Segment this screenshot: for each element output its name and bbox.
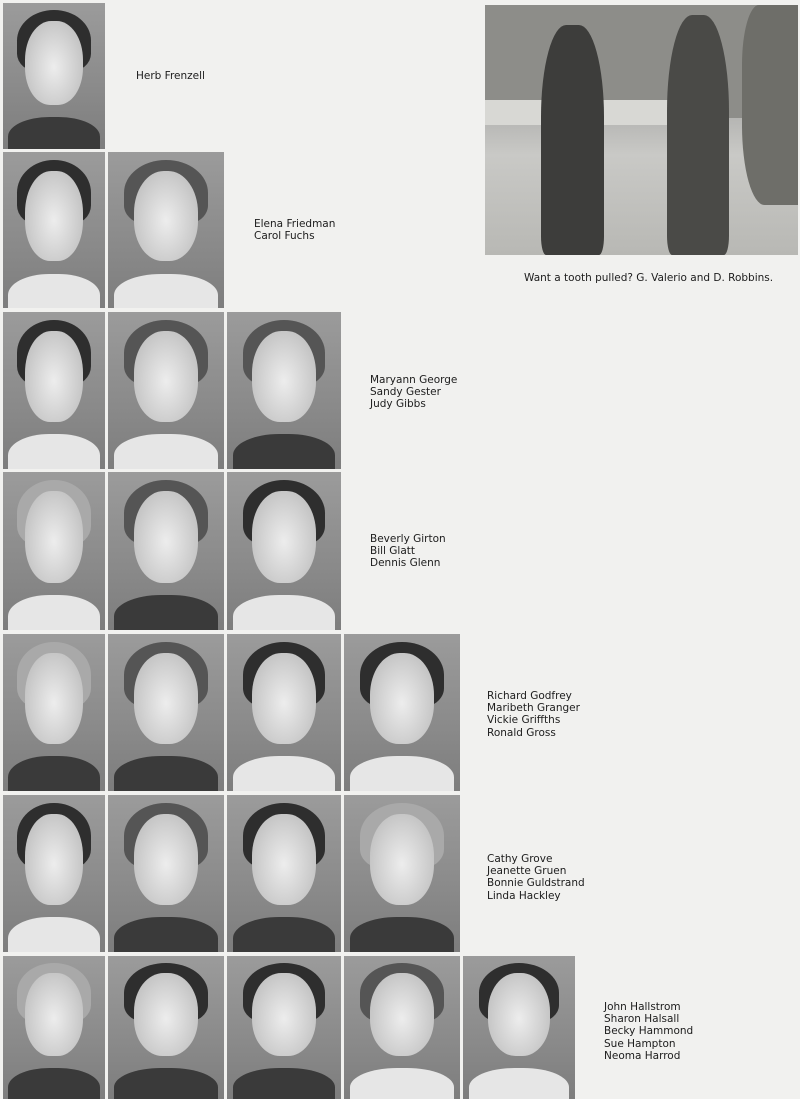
portrait-shoulders (233, 595, 336, 630)
student-name: Sue Hampton (604, 1037, 676, 1050)
portrait-face (252, 491, 316, 583)
portrait-face (25, 491, 82, 583)
portrait-face (370, 814, 435, 905)
candid-person-left (541, 25, 604, 255)
portrait-shoulders (469, 1068, 570, 1099)
student-name: Beverly Girton (370, 533, 446, 545)
name-group-3 (370, 374, 457, 411)
student-name: Cathy Grove (487, 853, 553, 865)
portrait-shoulders (350, 1068, 454, 1099)
portrait-face (134, 653, 199, 744)
portrait-shoulders (8, 917, 100, 952)
portrait-shoulders (233, 756, 336, 791)
candid-caption: Want a tooth pulled? G. Valerio and D. Robbins. (524, 272, 774, 284)
student-name: Richard Godfrey (487, 690, 572, 702)
portrait-face (252, 814, 316, 905)
portrait-shoulders (114, 756, 218, 791)
portrait-face (252, 653, 316, 744)
student-name: Bonnie Guldstrand (487, 877, 585, 890)
student-name: Maribeth Granger (487, 702, 580, 715)
student-name: Maryann George (370, 374, 458, 386)
student-name: Carol Fuchs (254, 230, 315, 243)
portrait-sharon-halsall (108, 956, 224, 1099)
portrait-dennis-glenn (227, 472, 341, 630)
name-group-5 (487, 690, 580, 739)
portrait-shoulders (233, 917, 336, 952)
portrait-elena-friedman (3, 152, 105, 308)
candid-person-right (667, 15, 730, 255)
portrait-face (25, 171, 82, 261)
portrait-shoulders (350, 756, 454, 791)
student-name: Jeanette Gruen (487, 865, 567, 878)
portrait-beverly-girton (3, 472, 105, 630)
portrait-vickie-griffths (227, 634, 341, 791)
portrait-face (25, 331, 82, 422)
portrait-shoulders (8, 274, 100, 308)
portrait-shoulders (114, 595, 218, 630)
portrait-face (488, 973, 551, 1056)
portrait-shoulders (233, 1068, 336, 1099)
student-name: Sharon Halsall (604, 1013, 680, 1026)
portrait-shoulders (114, 917, 218, 952)
portrait-shoulders (114, 434, 218, 469)
name-group-1 (136, 70, 205, 82)
student-name: Bill Glatt (370, 545, 416, 558)
name-group-7 (604, 1001, 693, 1062)
portrait-carol-fuchs (108, 152, 224, 308)
name-group-6 (487, 853, 585, 902)
portrait-face (134, 973, 199, 1056)
portrait-face (134, 491, 199, 583)
student-name: Vickie Griffths (487, 714, 561, 727)
portrait-maryann-george (3, 312, 105, 469)
student-name: Becky Hammond (604, 1025, 694, 1038)
portrait-shoulders (8, 434, 100, 469)
portrait-face (370, 653, 435, 744)
portrait-shoulders (114, 274, 218, 308)
portrait-face (134, 171, 199, 261)
portrait-face (252, 973, 316, 1056)
portrait-herb-frenzell (3, 3, 105, 149)
portrait-face (370, 973, 435, 1056)
portrait-face (134, 331, 199, 422)
portrait-shoulders (8, 756, 100, 791)
portrait-face (25, 21, 82, 106)
portrait-shoulders (114, 1068, 218, 1099)
portrait-judy-gibbs (227, 312, 341, 469)
student-name: John Hallstrom (604, 1001, 681, 1013)
portrait-richard-godfrey (3, 634, 105, 791)
candid-tree (742, 5, 798, 205)
student-name: Judy Gibbs (370, 398, 426, 411)
portrait-maribeth-granger (108, 634, 224, 791)
portrait-shoulders (8, 117, 100, 149)
student-name: Dennis Glenn (370, 557, 441, 570)
portrait-face (25, 814, 82, 905)
student-name: Linda Hackley (487, 889, 561, 902)
student-name: Elena Friedman (254, 218, 336, 230)
portrait-shoulders (8, 595, 100, 630)
portrait-cathy-grove (3, 795, 105, 952)
portrait-face (134, 814, 199, 905)
student-name: Sandy Gester (370, 386, 441, 399)
name-group-4 (370, 533, 446, 570)
portrait-neoma-harrod (463, 956, 575, 1099)
portrait-shoulders (350, 917, 454, 952)
portrait-sue-hampton (344, 956, 460, 1099)
portrait-john-hallstrom (3, 956, 105, 1099)
student-name: Herb Frenzell (136, 70, 205, 82)
portrait-sandy-gester (108, 312, 224, 469)
portrait-bill-glatt (108, 472, 224, 630)
portrait-face (25, 653, 82, 744)
candid-photo (485, 5, 798, 255)
portrait-face (252, 331, 316, 422)
portrait-ronald-gross (344, 634, 460, 791)
portrait-face (25, 973, 82, 1056)
portrait-shoulders (233, 434, 336, 469)
portrait-shoulders (8, 1068, 100, 1099)
student-name: Ronald Gross (487, 726, 556, 739)
portrait-bonnie-guldstrand (227, 795, 341, 952)
student-name: Neoma Harrod (604, 1049, 681, 1062)
portrait-linda-hackley (344, 795, 460, 952)
name-group-2 (254, 218, 335, 242)
portrait-jeanette-gruen (108, 795, 224, 952)
portrait-becky-hammond (227, 956, 341, 1099)
